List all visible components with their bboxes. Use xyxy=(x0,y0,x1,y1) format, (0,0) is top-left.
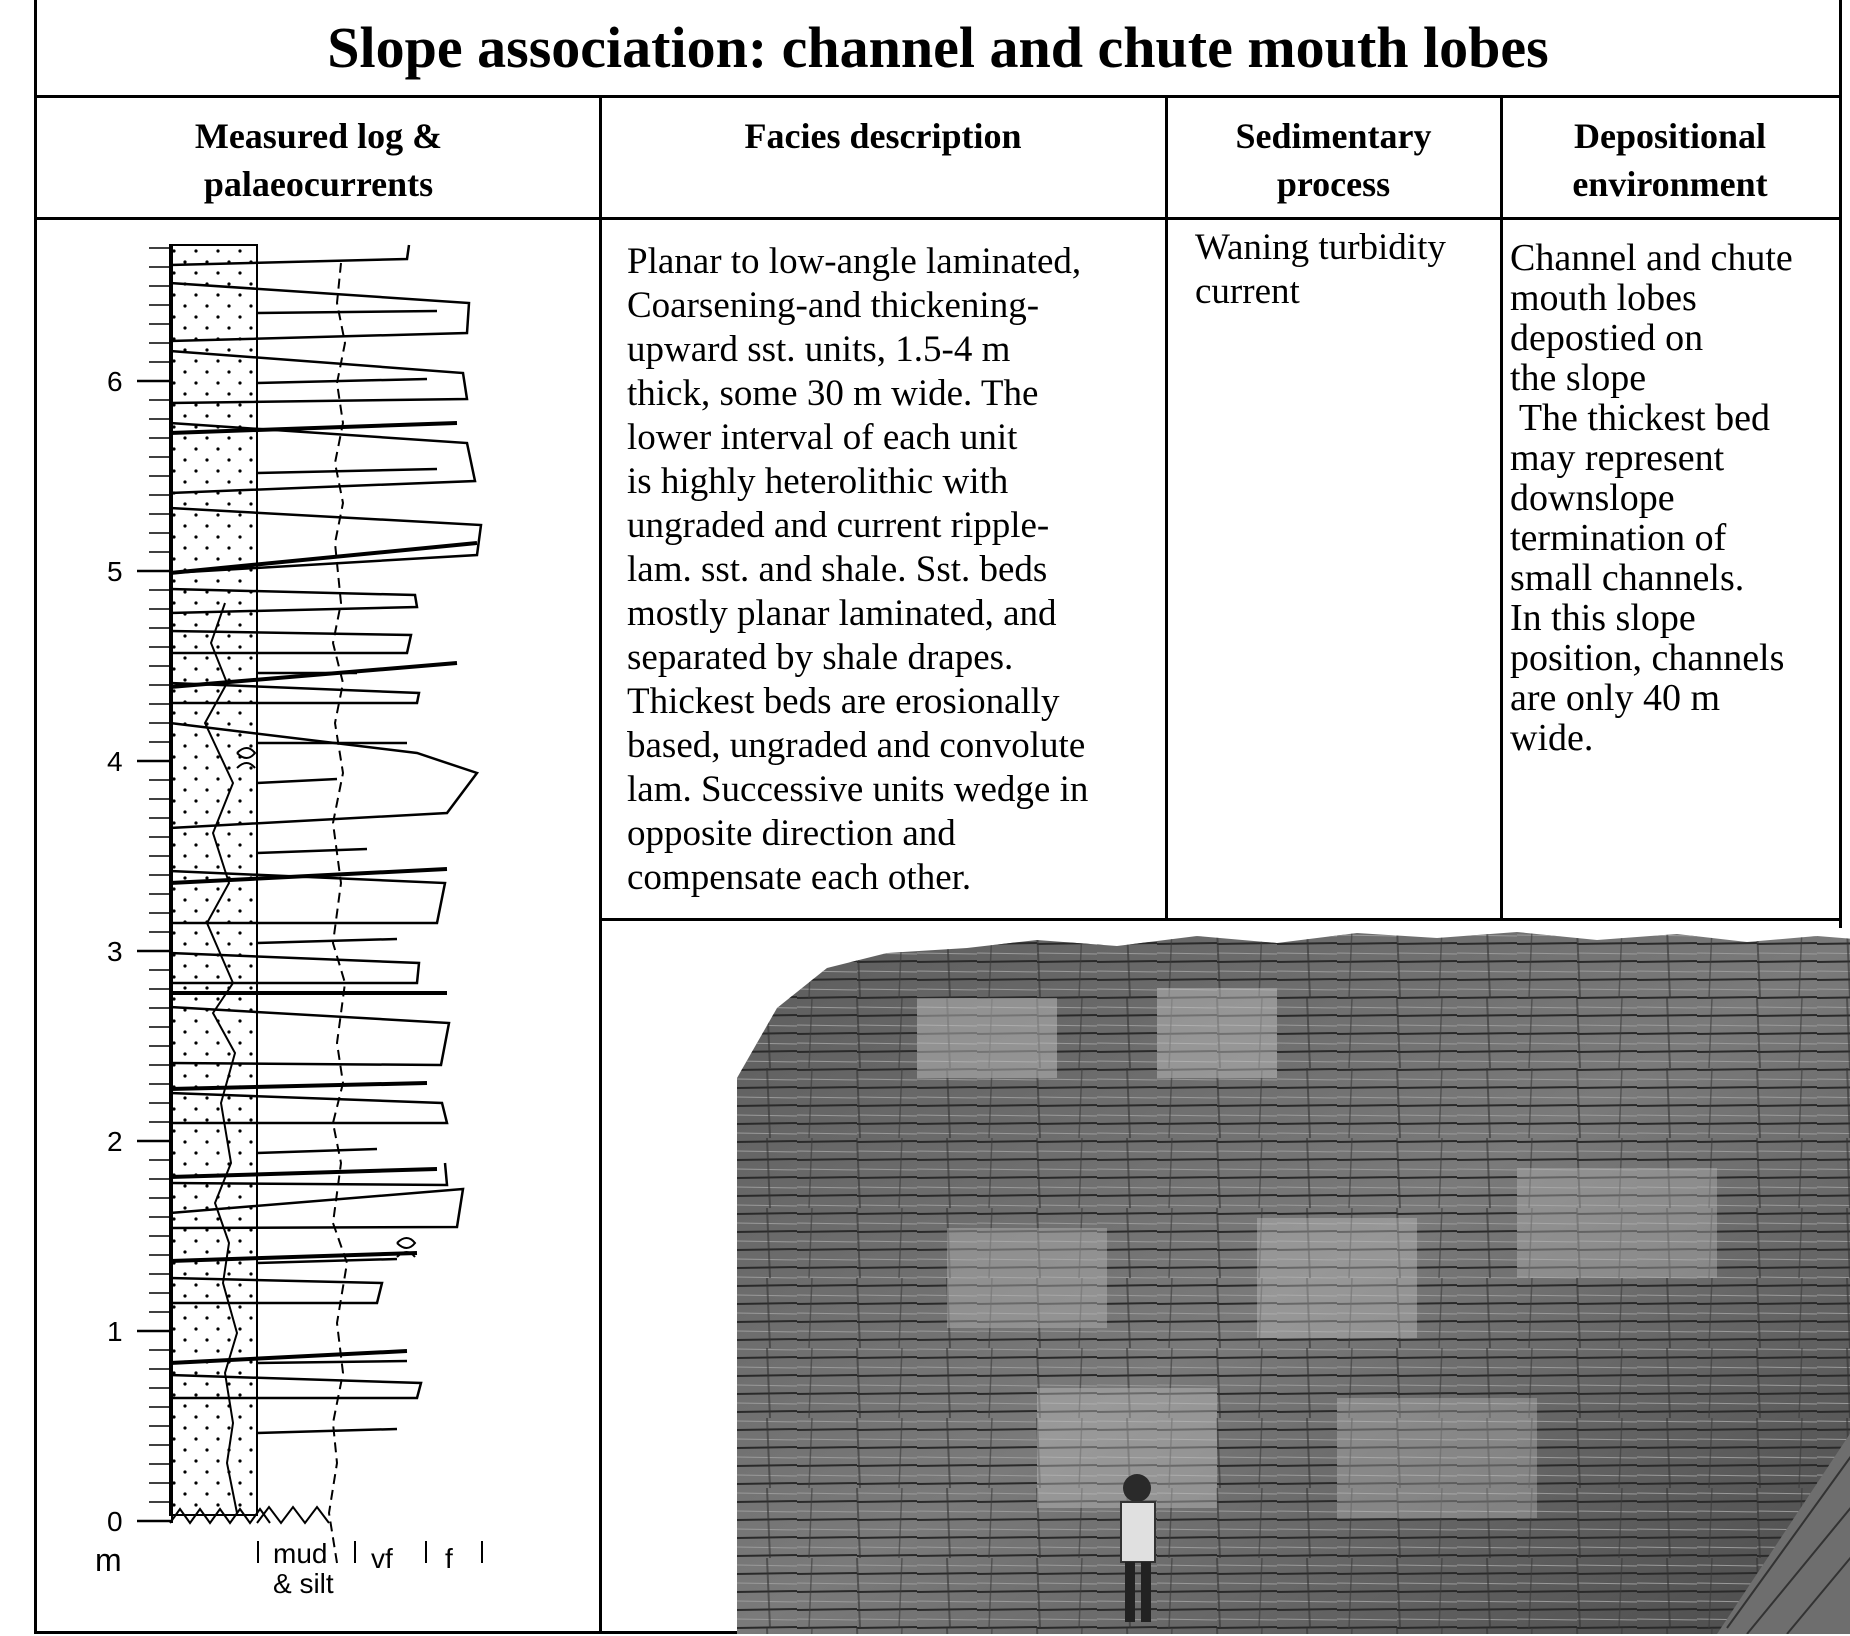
outcrop-photo-drawing xyxy=(737,928,1850,1634)
text-line: Waning turbidity xyxy=(1195,227,1446,268)
header-facies-description xyxy=(600,98,1166,220)
header-line: environment xyxy=(1572,164,1768,204)
grain-label-silt: & silt xyxy=(273,1568,334,1599)
text-line: downslope xyxy=(1510,477,1675,519)
tick-label-4: 4 xyxy=(107,746,123,777)
text-line: compensate each other. xyxy=(627,857,972,898)
depositional-environment-text xyxy=(1510,238,1840,758)
header-line: Measured log & xyxy=(194,116,443,156)
text-line: termination of xyxy=(1510,517,1727,559)
grain-label-vf: vf xyxy=(371,1543,393,1574)
text-line: are only 40 m xyxy=(1510,677,1721,719)
text-line: opposite direction and xyxy=(627,813,956,854)
grain-label-f: f xyxy=(445,1543,453,1574)
text-line: separated by shale drapes. xyxy=(627,637,1014,678)
text-line: the slope xyxy=(1510,357,1647,399)
text-line: current xyxy=(1195,271,1300,312)
text-line: lower interval of each unit xyxy=(627,417,1018,458)
text-line: ungraded and current ripple- xyxy=(627,505,1050,546)
text-line: In this slope xyxy=(1510,597,1696,639)
grain-label-mud: mud xyxy=(273,1538,328,1569)
text-line: Channel and chute xyxy=(1510,237,1793,279)
measured-log-drawing xyxy=(37,223,597,1623)
tick-label-1: 1 xyxy=(107,1316,123,1347)
header-line: Sedimentary xyxy=(1235,116,1432,156)
text-line: Coarsening-and thickening- xyxy=(627,285,1040,326)
text-line: mostly planar laminated, and xyxy=(627,593,1057,634)
text-line: is highly heterolithic with xyxy=(627,461,1009,502)
header-line: Facies description xyxy=(744,116,1022,156)
row-divider xyxy=(599,918,1839,921)
text-line: Planar to low-angle laminated, xyxy=(627,241,1082,282)
depth-scale xyxy=(137,245,172,1523)
text-line: may represent xyxy=(1510,437,1725,479)
column-divider xyxy=(1500,98,1503,920)
header-depositional-environment xyxy=(1501,98,1839,220)
tick-label-3: 3 xyxy=(107,936,123,967)
header-measured-log xyxy=(37,98,600,220)
text-line: The thickest bed xyxy=(1510,397,1770,439)
facies-description-text xyxy=(627,240,1157,900)
text-line: small channels. xyxy=(1510,557,1745,599)
text-line: depostied on xyxy=(1510,317,1704,359)
tick-label-5: 5 xyxy=(107,556,123,587)
text-line: Thickest beds are erosionally xyxy=(627,681,1060,722)
text-line: upward sst. units, 1.5-4 m xyxy=(627,329,1011,370)
text-line: position, channels xyxy=(1510,637,1785,679)
header-line: process xyxy=(1276,164,1391,204)
depth-unit-label: m xyxy=(95,1542,122,1578)
header-line: palaeocurrents xyxy=(203,164,434,204)
text-line: thick, some 30 m wide. The xyxy=(627,373,1039,414)
column-divider xyxy=(1165,98,1168,920)
text-line: wide. xyxy=(1510,717,1594,759)
text-line: lam. Successive units wedge in xyxy=(627,769,1089,810)
header-line: Depositional xyxy=(1573,116,1767,156)
tick-label-0: 0 xyxy=(107,1506,123,1537)
figure-title: Slope association: channel and chute mouth lobes xyxy=(37,0,1839,98)
sedimentary-process-text xyxy=(1195,226,1495,314)
text-line: lam. sst. and shale. Sst. beds xyxy=(627,549,1048,590)
tick-label-6: 6 xyxy=(107,366,123,397)
tick-label-2: 2 xyxy=(107,1126,123,1157)
header-sedimentary-process xyxy=(1166,98,1501,220)
column-divider xyxy=(599,98,602,1634)
text-line: mouth lobes xyxy=(1510,277,1697,319)
text-line: based, ungraded and convolute xyxy=(627,725,1086,766)
outcrop-photograph xyxy=(737,928,1850,1634)
